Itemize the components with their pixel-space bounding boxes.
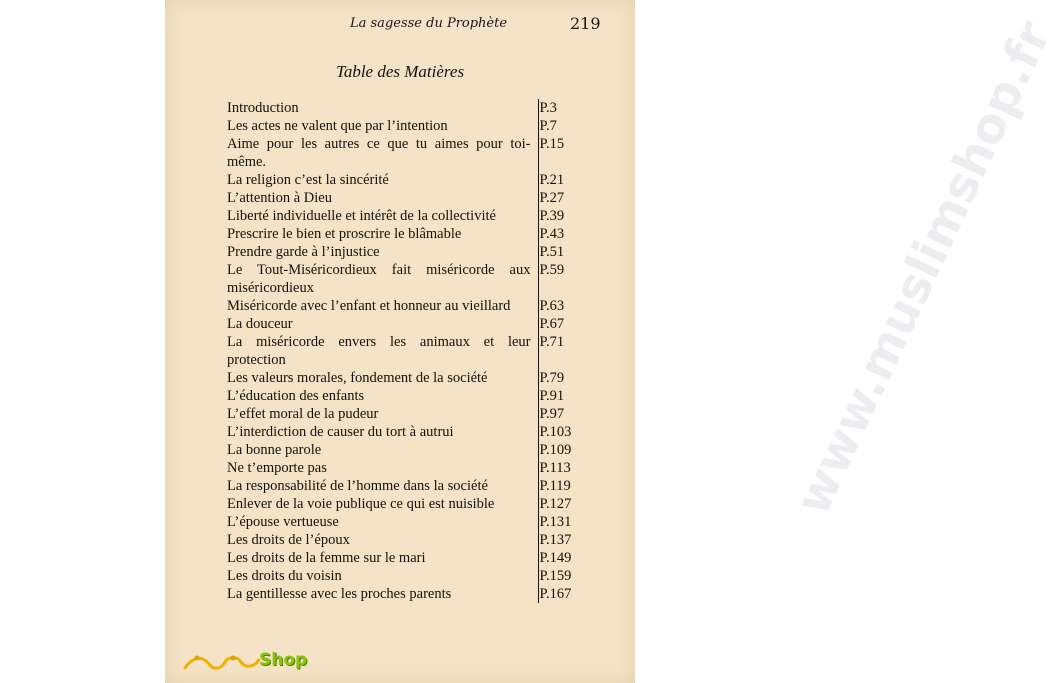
toc-entry-page: P.127 — [539, 496, 572, 512]
toc-entry-title: Enlever de la voie publique ce qui est nuisible — [227, 496, 495, 512]
toc-entry-title: Prendre garde à l’injustice — [227, 244, 380, 260]
toc-entry-title: La miséricorde envers les animaux et leur protection — [227, 334, 531, 368]
toc-entry — [227, 477, 583, 495]
toc-entry — [227, 549, 583, 567]
watermark: www.muslimshop.fr — [784, 12, 1062, 524]
toc-entry-page: P.51 — [539, 244, 565, 260]
shop-logo — [183, 648, 313, 678]
running-header — [165, 14, 635, 36]
toc-entry — [227, 243, 583, 261]
toc-entry-title: Les actes ne valent que par l’intention — [227, 118, 448, 134]
toc-entry-title: L’épouse vertueuse — [227, 514, 339, 530]
toc-entry-page: P.15 — [539, 136, 565, 152]
toc-entry-page: P.39 — [539, 208, 565, 224]
toc-entry-title: Les valeurs morales, fondement de la société — [227, 370, 488, 386]
toc-entry-title: Prescrire le bien et proscrire le blâmable — [227, 226, 462, 242]
toc-entry-title: Les droits de l’époux — [227, 532, 350, 548]
toc-entry — [227, 171, 583, 189]
toc-entry — [227, 441, 583, 459]
toc-entry — [227, 387, 583, 405]
running-title: La sagesse du Prophète — [350, 16, 508, 31]
toc-entry-title: Les droits du voisin — [227, 568, 342, 584]
toc-entry — [227, 369, 583, 387]
swirl-logo-icon — [183, 652, 261, 674]
toc-entry — [227, 513, 583, 531]
toc-entry — [227, 531, 583, 549]
toc-entry — [227, 189, 583, 207]
toc-entry-page: P.159 — [539, 568, 572, 584]
toc-entry-title: Liberté individuelle et intérêt de la collectivité — [227, 208, 496, 224]
toc-entry-page: P.131 — [539, 514, 572, 530]
logo-text: Shop — [259, 650, 308, 670]
toc-entry-page: P.79 — [539, 370, 565, 386]
toc-entry — [227, 315, 583, 333]
toc-entry-title: Ne t’emporte pas — [227, 460, 327, 476]
toc-entry — [227, 459, 583, 477]
toc-entry-page: P.59 — [539, 262, 565, 278]
toc-entry-title: L’interdiction de causer du tort à autrui — [227, 424, 454, 440]
toc-entry — [227, 117, 583, 135]
toc-entry — [227, 495, 583, 513]
toc-entry-page: P.67 — [539, 316, 565, 332]
toc-entry-page: P.63 — [539, 298, 565, 314]
toc-entry — [227, 207, 583, 225]
toc-entry — [227, 261, 583, 297]
toc-entry-title: L’effet moral de la pudeur — [227, 406, 379, 422]
toc-entry-title: La bonne parole — [227, 442, 322, 458]
toc-entry-page: P.167 — [539, 586, 572, 602]
toc-entry-page: P.119 — [539, 478, 571, 494]
toc-entry-title: L’éducation des enfants — [227, 388, 365, 404]
toc-entry-title: La religion c’est la sincérité — [227, 172, 389, 188]
toc-entry-page: P.113 — [539, 460, 571, 476]
toc-entry — [227, 135, 583, 171]
toc-entry — [227, 405, 583, 423]
toc-entry-page: P.137 — [539, 532, 572, 548]
toc-entry-page: P.27 — [539, 190, 565, 206]
toc-entry — [227, 423, 583, 441]
toc-entry-title: L’attention à Dieu — [227, 190, 332, 206]
toc-entry-page: P.43 — [539, 226, 565, 242]
toc-entry — [227, 333, 583, 369]
toc-entry-title: La responsabilité de l’homme dans la société — [227, 478, 488, 494]
toc-entry — [227, 567, 583, 585]
toc-entry-page: P.21 — [539, 172, 565, 188]
toc-entry-page: P.7 — [539, 118, 557, 134]
page-number: 219 — [570, 14, 601, 33]
toc-entry-page: P.71 — [539, 334, 565, 350]
toc-entry-title: Aime pour les autres ce que tu aimes pour toi-même. — [227, 136, 531, 170]
toc-entry — [227, 297, 583, 315]
toc-entry — [227, 585, 583, 603]
toc-entry — [227, 225, 583, 243]
toc-title: Table des Matières — [335, 62, 465, 81]
toc-entry-page: P.109 — [539, 442, 572, 458]
book-page — [165, 0, 1062, 683]
toc-entry-page: P.97 — [539, 406, 565, 422]
toc-entry-title: Introduction — [227, 100, 299, 116]
toc-entry-page: P.149 — [539, 550, 572, 566]
toc-entry-title: Miséricorde avec l’enfant et honneur au vieillard — [227, 298, 511, 314]
toc-entry-title: La douceur — [227, 316, 293, 332]
toc-entry — [227, 99, 583, 117]
toc-entry-page: P.91 — [539, 388, 565, 404]
toc-entry-title: Le Tout-Miséricordieux fait miséricorde aux miséricordieux — [227, 262, 531, 296]
toc-entry-page: P.3 — [539, 100, 557, 116]
toc-entry-title: La gentillesse avec les proches parents — [227, 586, 452, 602]
toc-entry-page: P.103 — [539, 424, 572, 440]
toc-entry-title: Les droits de la femme sur le mari — [227, 550, 426, 566]
table-of-contents — [227, 99, 583, 603]
